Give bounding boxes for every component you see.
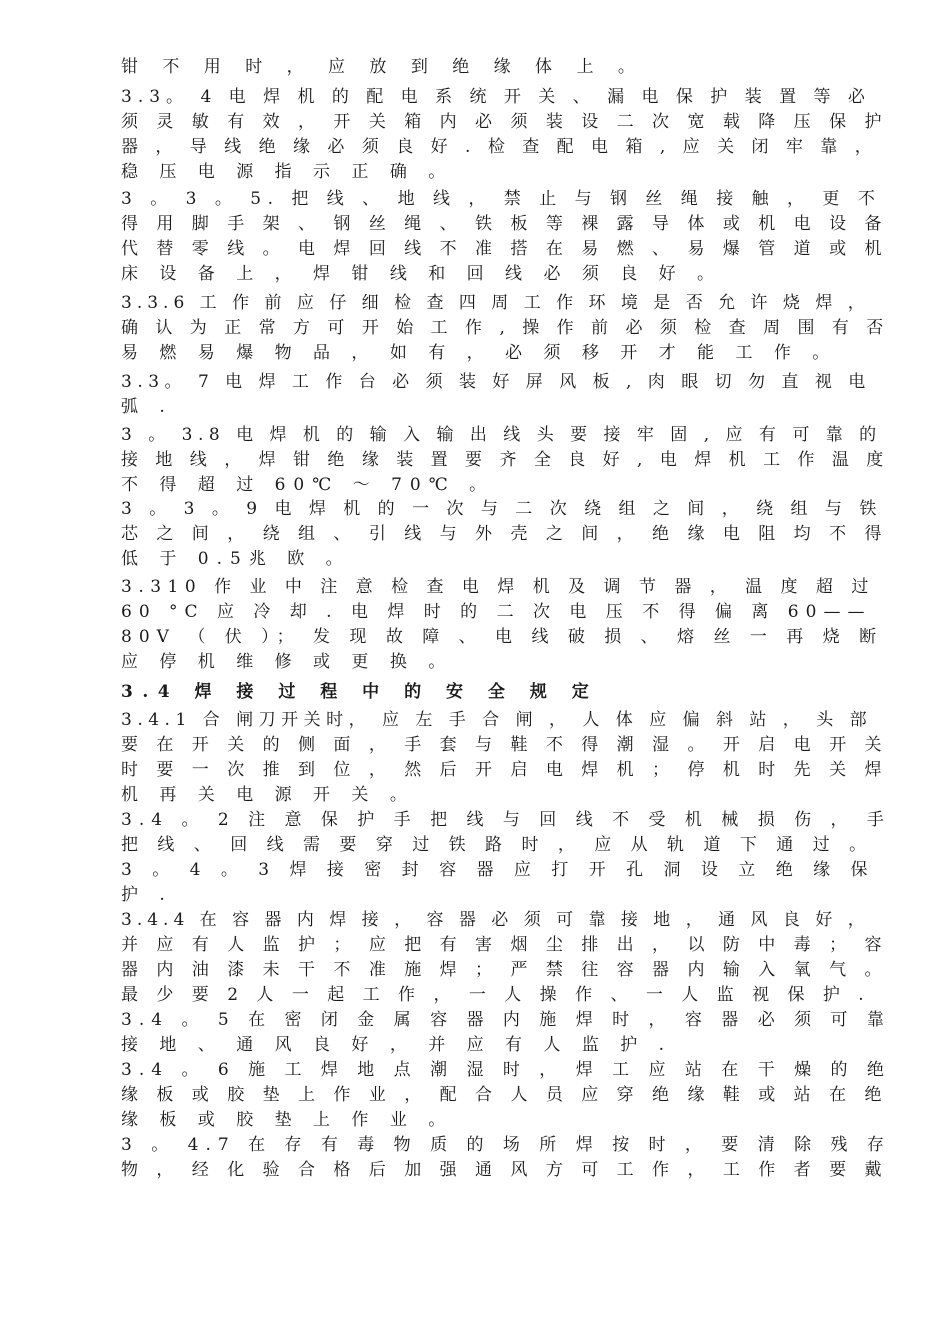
text-line: 要 在 开 关 的 侧 面 ， 手 套 与 鞋 不 得 潮 湿 。 开 启 电 开 关 — [121, 735, 888, 755]
text-line: 确 认 为 正 常 方 可 开 始 工 作 , 操 作 前 必 须 检 查 周 围 有 否 — [121, 318, 890, 338]
text-line: 3 。 4.7 在 存 有 毒 物 质 的 场 所 焊 按 时 ， 要 清 除 残 存 — [121, 1135, 891, 1155]
text-line: 缘 板 或 胶 垫 上 作 业 。 — [121, 1110, 454, 1130]
text-line: 3.4.1 合 闸刀开关时， 应 左 手 合 闸 ， 人 体 应 偏 斜 站 ， 头 部 — [121, 710, 873, 730]
text-line: 并 应 有 人 监 护 ； 应 把 有 害 烟 尘 排 出 ， 以 防 中 毒 ； 容 — [121, 935, 888, 955]
text-line: 得 用 脚 手 架 、 钢 丝 绳 、 铁 板 等 裸 露 导 体 或 机 电 设 备 — [121, 214, 888, 234]
paragraph-3-3-5 — [121, 187, 891, 287]
paragraph-3-4-6 — [121, 1058, 891, 1133]
text-line: 稳 压 电 源 指 示 正 确 。 — [121, 162, 454, 182]
section-heading-3-4 — [121, 680, 891, 705]
paragraph-3-3-10 — [121, 575, 891, 675]
text-line: 3.4 。 5 在 密 闭 金 属 容 器 内 施 焊 时 ， 容 器 必 须 可 靠 — [121, 1010, 891, 1030]
text-line: 3.3。 7 电 焊 工 作 台 必 须 装 好 屏 风 板 , 肉 眼 切 勿 直 视 电 — [121, 372, 871, 392]
paragraph-3-3-8 — [121, 423, 891, 498]
text-line: 器 ， 导 线 绝 缘 必 须 良 好 . 检 查 配 电 箱 , 应 关 闭 牢 靠 ， — [121, 137, 878, 157]
text-line: 3.4 。 2 注 意 保 护 手 把 线 与 回 线 不 受 机 械 损 伤 ， 手 — [121, 810, 891, 830]
paragraph-3-3-7 — [121, 370, 891, 420]
paragraph-3-3-9 — [121, 497, 891, 572]
text-line: 机 再 关 电 源 开 关 。 — [121, 785, 415, 805]
paragraph-3-4-1 — [121, 708, 891, 808]
text-line: 缘 板 或 胶 垫 上 作 业 ， 配 合 人 员 应 穿 绝 缘 鞋 或 站 在 绝 — [121, 1085, 888, 1105]
text-line: 3.3。 4 电 焊 机 的 配 电 系 统 开 关 、 漏 电 保 护 装 置 等 必 — [121, 87, 871, 107]
section-heading: 3.4 焊 接 过 程 中 的 安 全 规 定 — [121, 682, 599, 702]
paragraph-3-4-3 — [121, 858, 891, 908]
text-line: 接 地 线 ， 焊 钳 绝 缘 装 置 要 齐 全 良 好 , 电 焊 机 工 作 温 度 — [121, 450, 890, 470]
paragraph-3-4-2 — [121, 808, 891, 858]
text-line: 3 。 3 。 9 电 焊 机 的 一 次 与 二 次 绕 组 之 间 ， 绕 组 与 铁 — [121, 499, 883, 519]
text-line: 代 替 零 线 。 电 焊 回 线 不 准 搭 在 易 燃 、 易 爆 管 道 或 机 — [121, 239, 888, 259]
text-line: 器 内 油 漆 未 干 不 准 施 焊 ； 严 禁 往 容 器 内 输 入 氧 气 。 — [121, 960, 888, 980]
text-line: 不 得 超 过 60℃ ～ 70℃ 。 — [121, 475, 495, 495]
text-line: 3.4 。 6 施 工 焊 地 点 潮 湿 时 ， 焊 工 应 站 在 干 燥 的 绝 — [121, 1060, 891, 1080]
paragraph-3-3-4 — [121, 85, 891, 185]
text-line: 钳 不 用 时 ， 应 放 到 绝 缘 体 上 。 — [121, 57, 645, 77]
text-line: 芯 之 间 ， 绕 组 、 引 线 与 外 壳 之 间 ， 绝 缘 电 阻 均 不 得 — [121, 524, 888, 544]
text-line: 把 线 、 回 线 需 要 穿 过 铁 路 时 ， 应 从 轨 道 下 通 过 。 — [121, 835, 874, 855]
paragraph-3-4-7 — [121, 1133, 891, 1183]
text-line: 物 ， 经 化 验 合 格 后 加 强 通 风 方 可 工 作 ， 工 作 者 要 戴 — [121, 1160, 888, 1180]
text-line: 3.3.6 工 作 前 应 仔 细 检 查 四 周 工 作 环 境 是 否 允 许 烧 焊 ， — [121, 293, 870, 313]
text-line: 护 . — [121, 885, 173, 905]
text-line: 床 设 备 上 ， 焊 钳 线 和 回 线 必 须 良 好 。 — [121, 264, 723, 284]
text-line: 须 灵 敏 有 效 ， 开 关 箱 内 必 须 装 设 二 次 宽 载 降 压 保 护 — [121, 112, 888, 132]
text-line: 应 停 机 维 修 或 更 换 。 — [121, 652, 454, 672]
text-line: 3.4.4 在 容 器 内 焊 接 ， 容 器 必 须 可 靠 接 地 ， 通 风 良 好 ， — [121, 910, 870, 930]
text-line: 低 于 0.5兆 欧 。 — [121, 549, 351, 569]
paragraph-3-4-4 — [121, 908, 891, 1008]
text-line: 80V （ 伏 ）； 发 现 故 障 、 电 线 破 损 、 熔 丝 一 再 烧 断 — [121, 627, 884, 647]
text-line: 3 。 3.8 电 焊 机 的 输 入 输 出 线 头 要 接 牢 固 , 应 有 可 靠 的 — [121, 425, 882, 445]
text-line: 60 °C 应 冷 却 . 电 焊 时 的 二 次 电 压 不 得 偏 离 60—— — [121, 602, 872, 622]
text-line: 弧 . — [121, 397, 173, 417]
paragraph-3-4-5 — [121, 1008, 891, 1058]
text-line: 3 。 3 。 5. 把 线 、 地 线 ， 禁 止 与 钢 丝 绳 接 触 ， 更 不 — [121, 189, 882, 209]
paragraph-3-3-6 — [121, 291, 891, 366]
text-line: 3.310 作 业 中 注 意 检 查 电 焊 机 及 调 节 器 ， 温 度 超 过 — [121, 577, 875, 597]
text-line: 易 燃 易 爆 物 品 ， 如 有 ， 必 须 移 开 才 能 工 作 。 — [121, 343, 838, 363]
text-line: 接 地 、 通 风 良 好 ， 并 应 有 人 监 护 . — [121, 1035, 673, 1055]
text-line: 时 要 一 次 推 到 位 ， 然 后 开 启 电 焊 机 ； 停 机 时 先 关 焊 — [121, 760, 888, 780]
text-line: 最 少 要 2 人 一 起 工 作 ， 一 人 操 作 、 一 人 监 视 保 护 . — [121, 985, 871, 1005]
text-line: 3 。 4 。 3 焊 接 密 封 容 器 应 打 开 孔 洞 设 立 绝 缘 保 — [121, 860, 876, 880]
paragraph-3-3-3-tail — [121, 55, 891, 80]
